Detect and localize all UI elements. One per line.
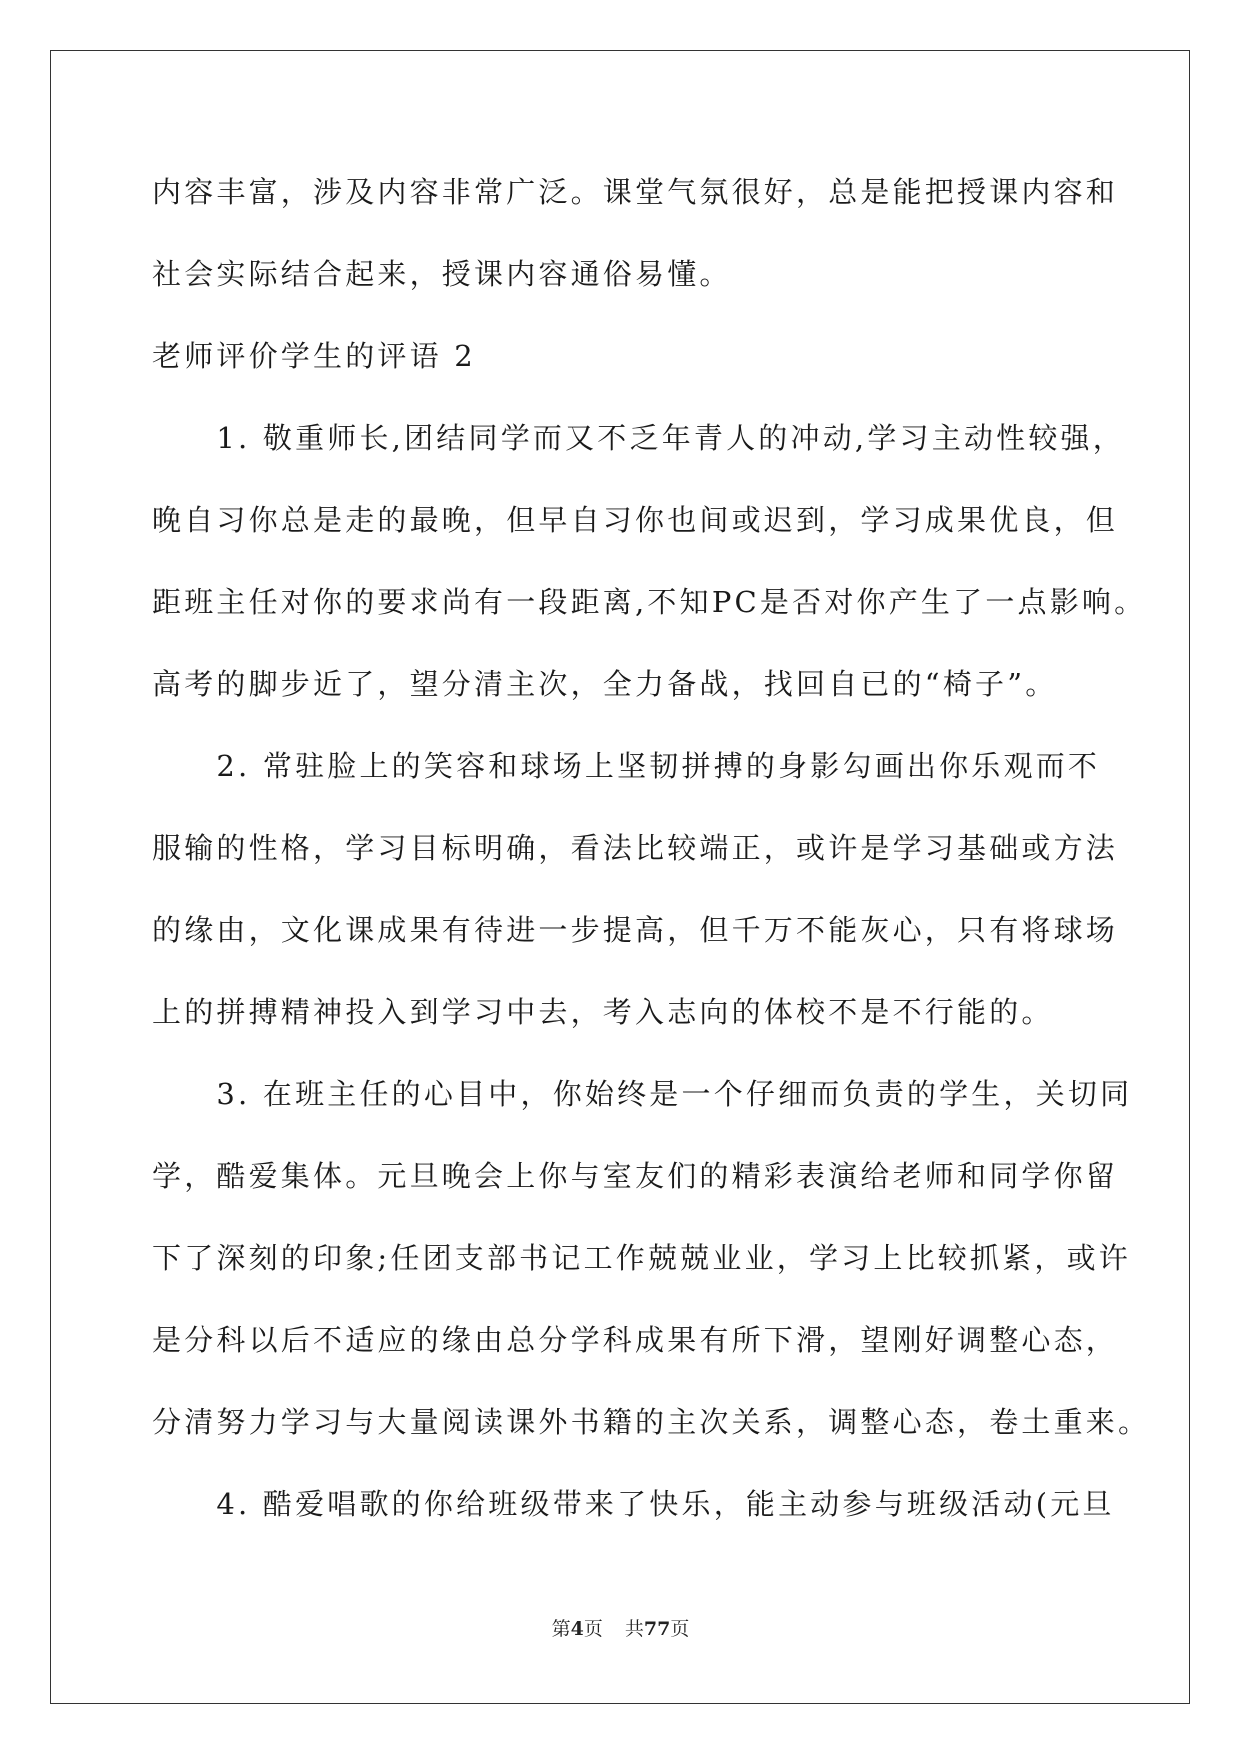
body-line-1: 内容丰富，涉及内容非常广泛。课堂气氛很好，总是能把授课内容和: [152, 175, 1119, 209]
body-line-16: 分清努力学习与大量阅读课外书籍的主次关系，调整心态，卷土重来。: [152, 1405, 1151, 1439]
footer-total-suffix: 页: [670, 1618, 690, 1640]
footer-total-prefix: 共: [624, 1618, 644, 1640]
body-line-15: 是分科以后不适应的缘由总分学科成果有所下滑，望刚好调整心态，: [152, 1323, 1119, 1357]
body-line-14: 下了深刻的印象;任团支部书记工作兢兢业业，学习上比较抓紧，或许: [152, 1241, 1131, 1275]
body-line-5: 晚自习你总是走的最晚，但早自习你也间或迟到，学习成果优良，但: [152, 503, 1119, 537]
body-line-13: 学，酷爱集体。元旦晚会上你与室友们的精彩表演给老师和同学你留: [152, 1159, 1119, 1193]
section-heading: 老师评价学生的评语 2: [152, 339, 476, 373]
body-line-9: 服输的性格，学习目标明确，看法比较端正，或许是学习基础或方法: [152, 831, 1119, 865]
body-line-12: 3. 在班主任的心目中，你始终是一个仔细而负责的学生，关切同: [152, 1077, 1133, 1111]
footer-page-number: 4: [570, 1618, 584, 1640]
body-line-2: 社会实际结合起来，授课内容通俗易懂。: [152, 257, 732, 291]
body-line-8: 2. 常驻脸上的笑容和球场上坚韧拼搏的身影勾画出你乐观而不: [152, 749, 1101, 783]
body-line-10: 的缘由，文化课成果有待进一步提高，但千万不能灰心，只有将球场: [152, 913, 1119, 947]
page-frame: [50, 50, 1190, 1704]
body-line-4: 1. 敬重师长,团结同学而又不乏年青人的冲动,学习主动性较强，: [152, 421, 1125, 455]
footer-page-suffix: 页: [583, 1618, 603, 1640]
footer-total-pages: 77: [643, 1618, 671, 1640]
body-line-6: 距班主任对你的要求尚有一段距离,不知PC是否对你产生了一点影响。: [152, 585, 1147, 619]
body-line-11: 上的拼搏精神投入到学习中去，考入志向的体校不是不行能的。: [152, 995, 1054, 1029]
page-footer: [0, 1614, 1241, 1641]
footer-page-prefix: 第: [551, 1618, 571, 1640]
body-line-7: 高考的脚步近了，望分清主次，全力备战，找回自已的“椅子”。: [152, 667, 1058, 701]
body-line-17: 4. 酷爱唱歌的你给班级带来了快乐，能主动参与班级活动(元旦: [152, 1487, 1115, 1521]
